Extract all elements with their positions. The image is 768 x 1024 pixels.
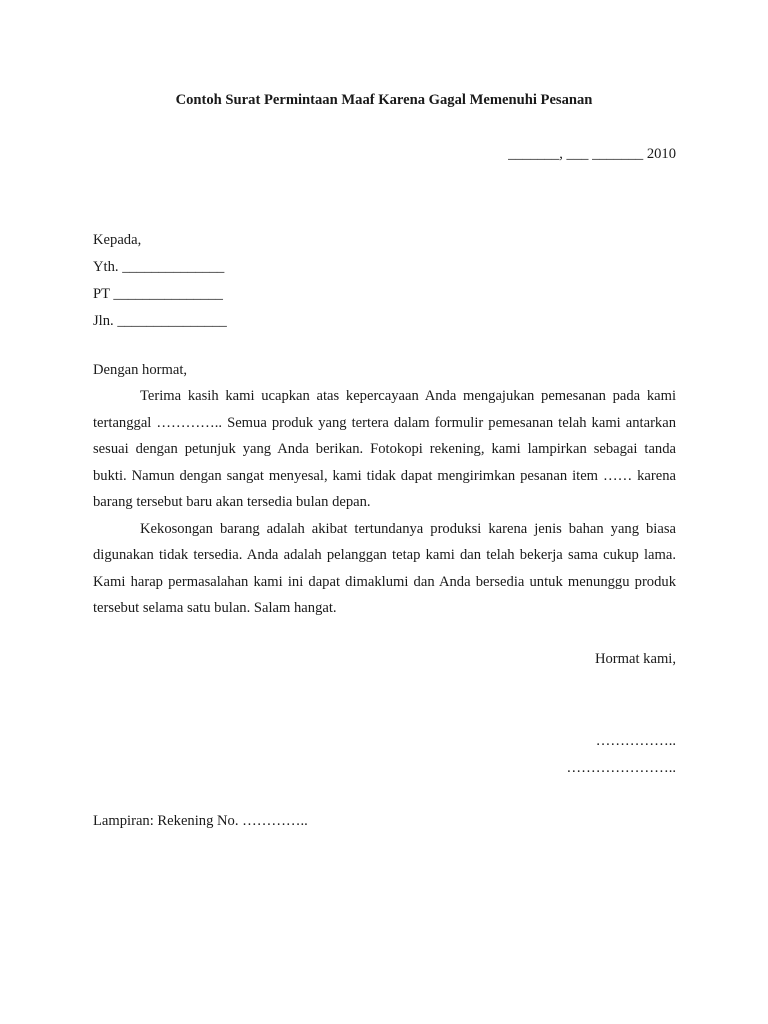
signature-placeholder-1: …………….. [595, 733, 676, 749]
letter-title: Contoh Surat Permintaan Maaf Karena Gagal Memenuhi Pesanan [175, 92, 593, 108]
addressee-yth: Yth. ______________ [93, 259, 225, 275]
addressee-street: Jln. _______________ [93, 313, 227, 329]
addressee-company: PT _______________ [93, 286, 223, 302]
date-line: _______, ___ _______ 2010 [508, 146, 676, 162]
addressee-block [93, 227, 676, 335]
letter-body [93, 383, 676, 622]
salutation: Dengan hormat, [93, 362, 188, 378]
attachment-note: Lampiran: Rekening No. ………….. [93, 813, 308, 829]
body-paragraph: Kekosongan barang adalah akibat tertundanya produksi karena jenis bahan yang biasa digunakan tidak tersedia. Anda adalah pelanggan tetap kami dan telah bekerja sama cukup lama. Kami harap permasalahan kami ini dapat dimaklumi dan Anda bersedia untuk menunggu produk tersebut selama satu bulan. Salam hangat. [93, 520, 676, 616]
addressee-kepada: Kepada, [93, 232, 142, 248]
signature-placeholder-2: ………………….. [566, 760, 676, 776]
body-paragraph: Terima kasih kami ucapkan atas kepercayaan Anda mengajukan pemesanan pada kami tertanggal ………….. Semua produk yang tertera dalam formulir pemesanan telah kami antarkan sesuai dengan petunjuk yang Anda berikan. Fotokopi rekening, kami lampirkan sebagai tanda bukti. Namun dengan sangat menyesal, kami tidak dapat mengirimkan pesanan item …… karena barang tersebut baru akan tersedia bulan depan. [93, 388, 676, 510]
closing: Hormat kami, [594, 651, 676, 667]
